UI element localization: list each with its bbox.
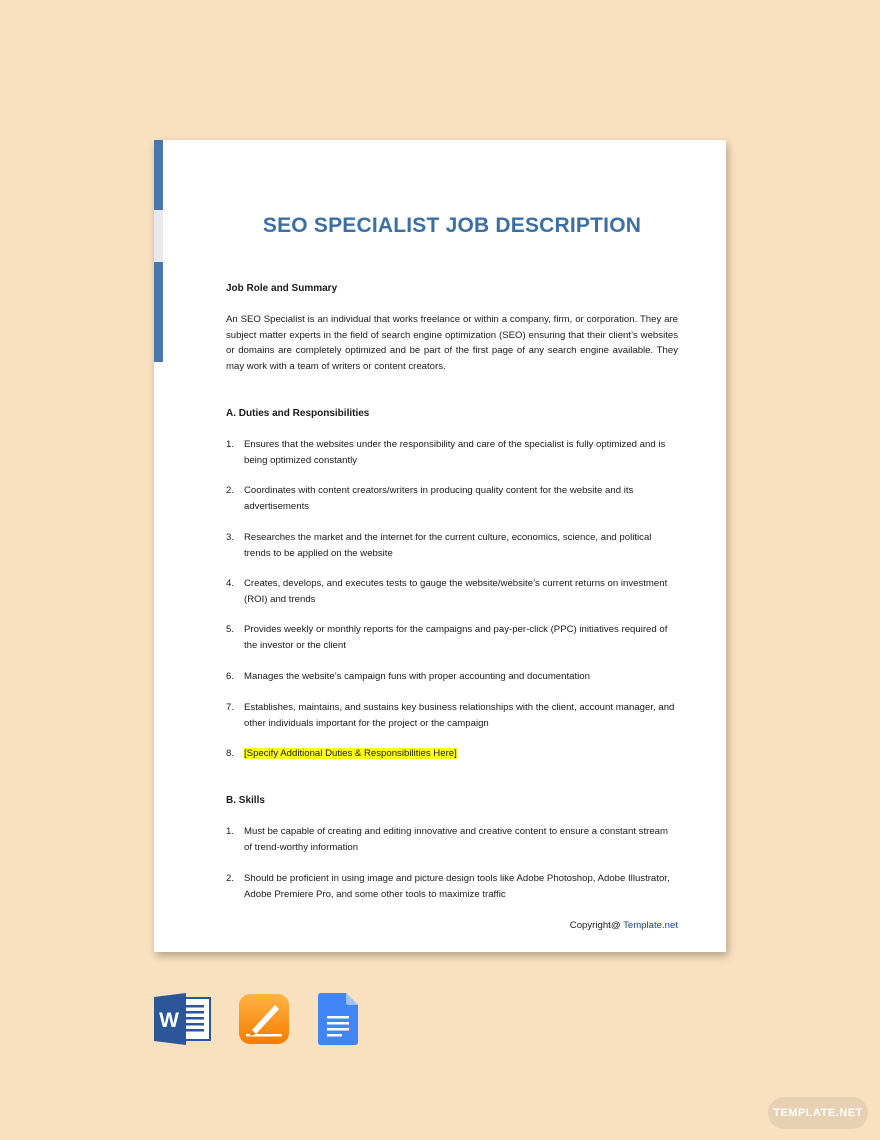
duty-number: 3. <box>226 532 235 543</box>
placeholder-highlight[interactable]: [Specify Additional Duties & Responsibilities Here] <box>244 748 457 759</box>
duty-text: Manages the website’s campaign funs with proper accounting and documentation <box>244 671 590 682</box>
copyright-label: Copyright@ <box>569 920 624 931</box>
duty-number: 5. <box>226 624 235 635</box>
document-page <box>154 140 726 952</box>
duty-text: Provides weekly or monthly reports for the campaigns and pay-per-click (PPC) initiatives required of the investor or the client <box>244 624 668 651</box>
google-docs-icon[interactable] <box>318 993 358 1045</box>
document-title: SEO SPECIALIST JOB DESCRIPTION <box>262 214 642 237</box>
skill-text: Must be capable of creating and editing innovative and creative content to ensure a constant stream of trend-worthy information <box>244 826 668 853</box>
svg-text:W: W <box>159 1009 179 1032</box>
copyright-link[interactable]: Template.net <box>623 920 678 931</box>
duty-text: Coordinates with content creators/writers in producing quality content for the website and its advertisements <box>244 485 634 512</box>
duty-number: 2. <box>226 485 235 496</box>
accent-bar-middle <box>154 210 163 262</box>
duty-number: 4. <box>226 578 235 589</box>
accent-bar-bottom <box>154 262 163 362</box>
duty-text: Researches the market and the internet for the current culture, economics, science, and political trends to be applied on the website <box>244 532 652 559</box>
pages-icon[interactable] <box>238 993 290 1045</box>
duty-number: 8. <box>226 748 235 759</box>
accent-bar-top <box>154 140 163 210</box>
duty-text: Establishes, maintains, and sustains key business relationships with the client, account manager, and other individuals important for the project or the campaign <box>244 702 675 729</box>
duty-number: 1. <box>226 439 235 450</box>
summary-heading: Job Role and Summary <box>226 283 338 294</box>
duty-number: 6. <box>226 671 235 682</box>
skill-number: 1. <box>226 826 235 837</box>
duty-text: Ensures that the websites under the responsibility and care of the specialist is fully optimized and is being optimized constantly <box>244 439 666 466</box>
skill-number: 2. <box>226 873 235 884</box>
skills-heading: B. Skills <box>226 795 265 806</box>
word-icon[interactable] <box>154 993 212 1045</box>
duty-number: 7. <box>226 702 235 713</box>
summary-paragraph: An SEO Specialist is an individual that works freelance or within a company, firm, or corporation. They are subject matter experts in the field of search engine optimization (SEO) ensuring that their client’s websites or domains are completely optimized and be part of the first page of any search engine available. They may work with a team of writers or content creators. <box>226 314 678 372</box>
duty-text: Creates, develops, and executes tests to gauge the website/website’s current returns on investment (ROI) and trends <box>244 578 668 605</box>
skill-text: Should be proficient in using image and picture design tools like Adobe Photoshop, Adobe Illustrator, Adobe Premiere Pro, and some other tools to maximize traffic <box>244 873 670 900</box>
template-net-badge[interactable]: TEMPLATE.NET <box>768 1097 868 1129</box>
copyright-line <box>570 918 678 934</box>
duties-heading: A. Duties and Responsibilities <box>226 408 370 419</box>
